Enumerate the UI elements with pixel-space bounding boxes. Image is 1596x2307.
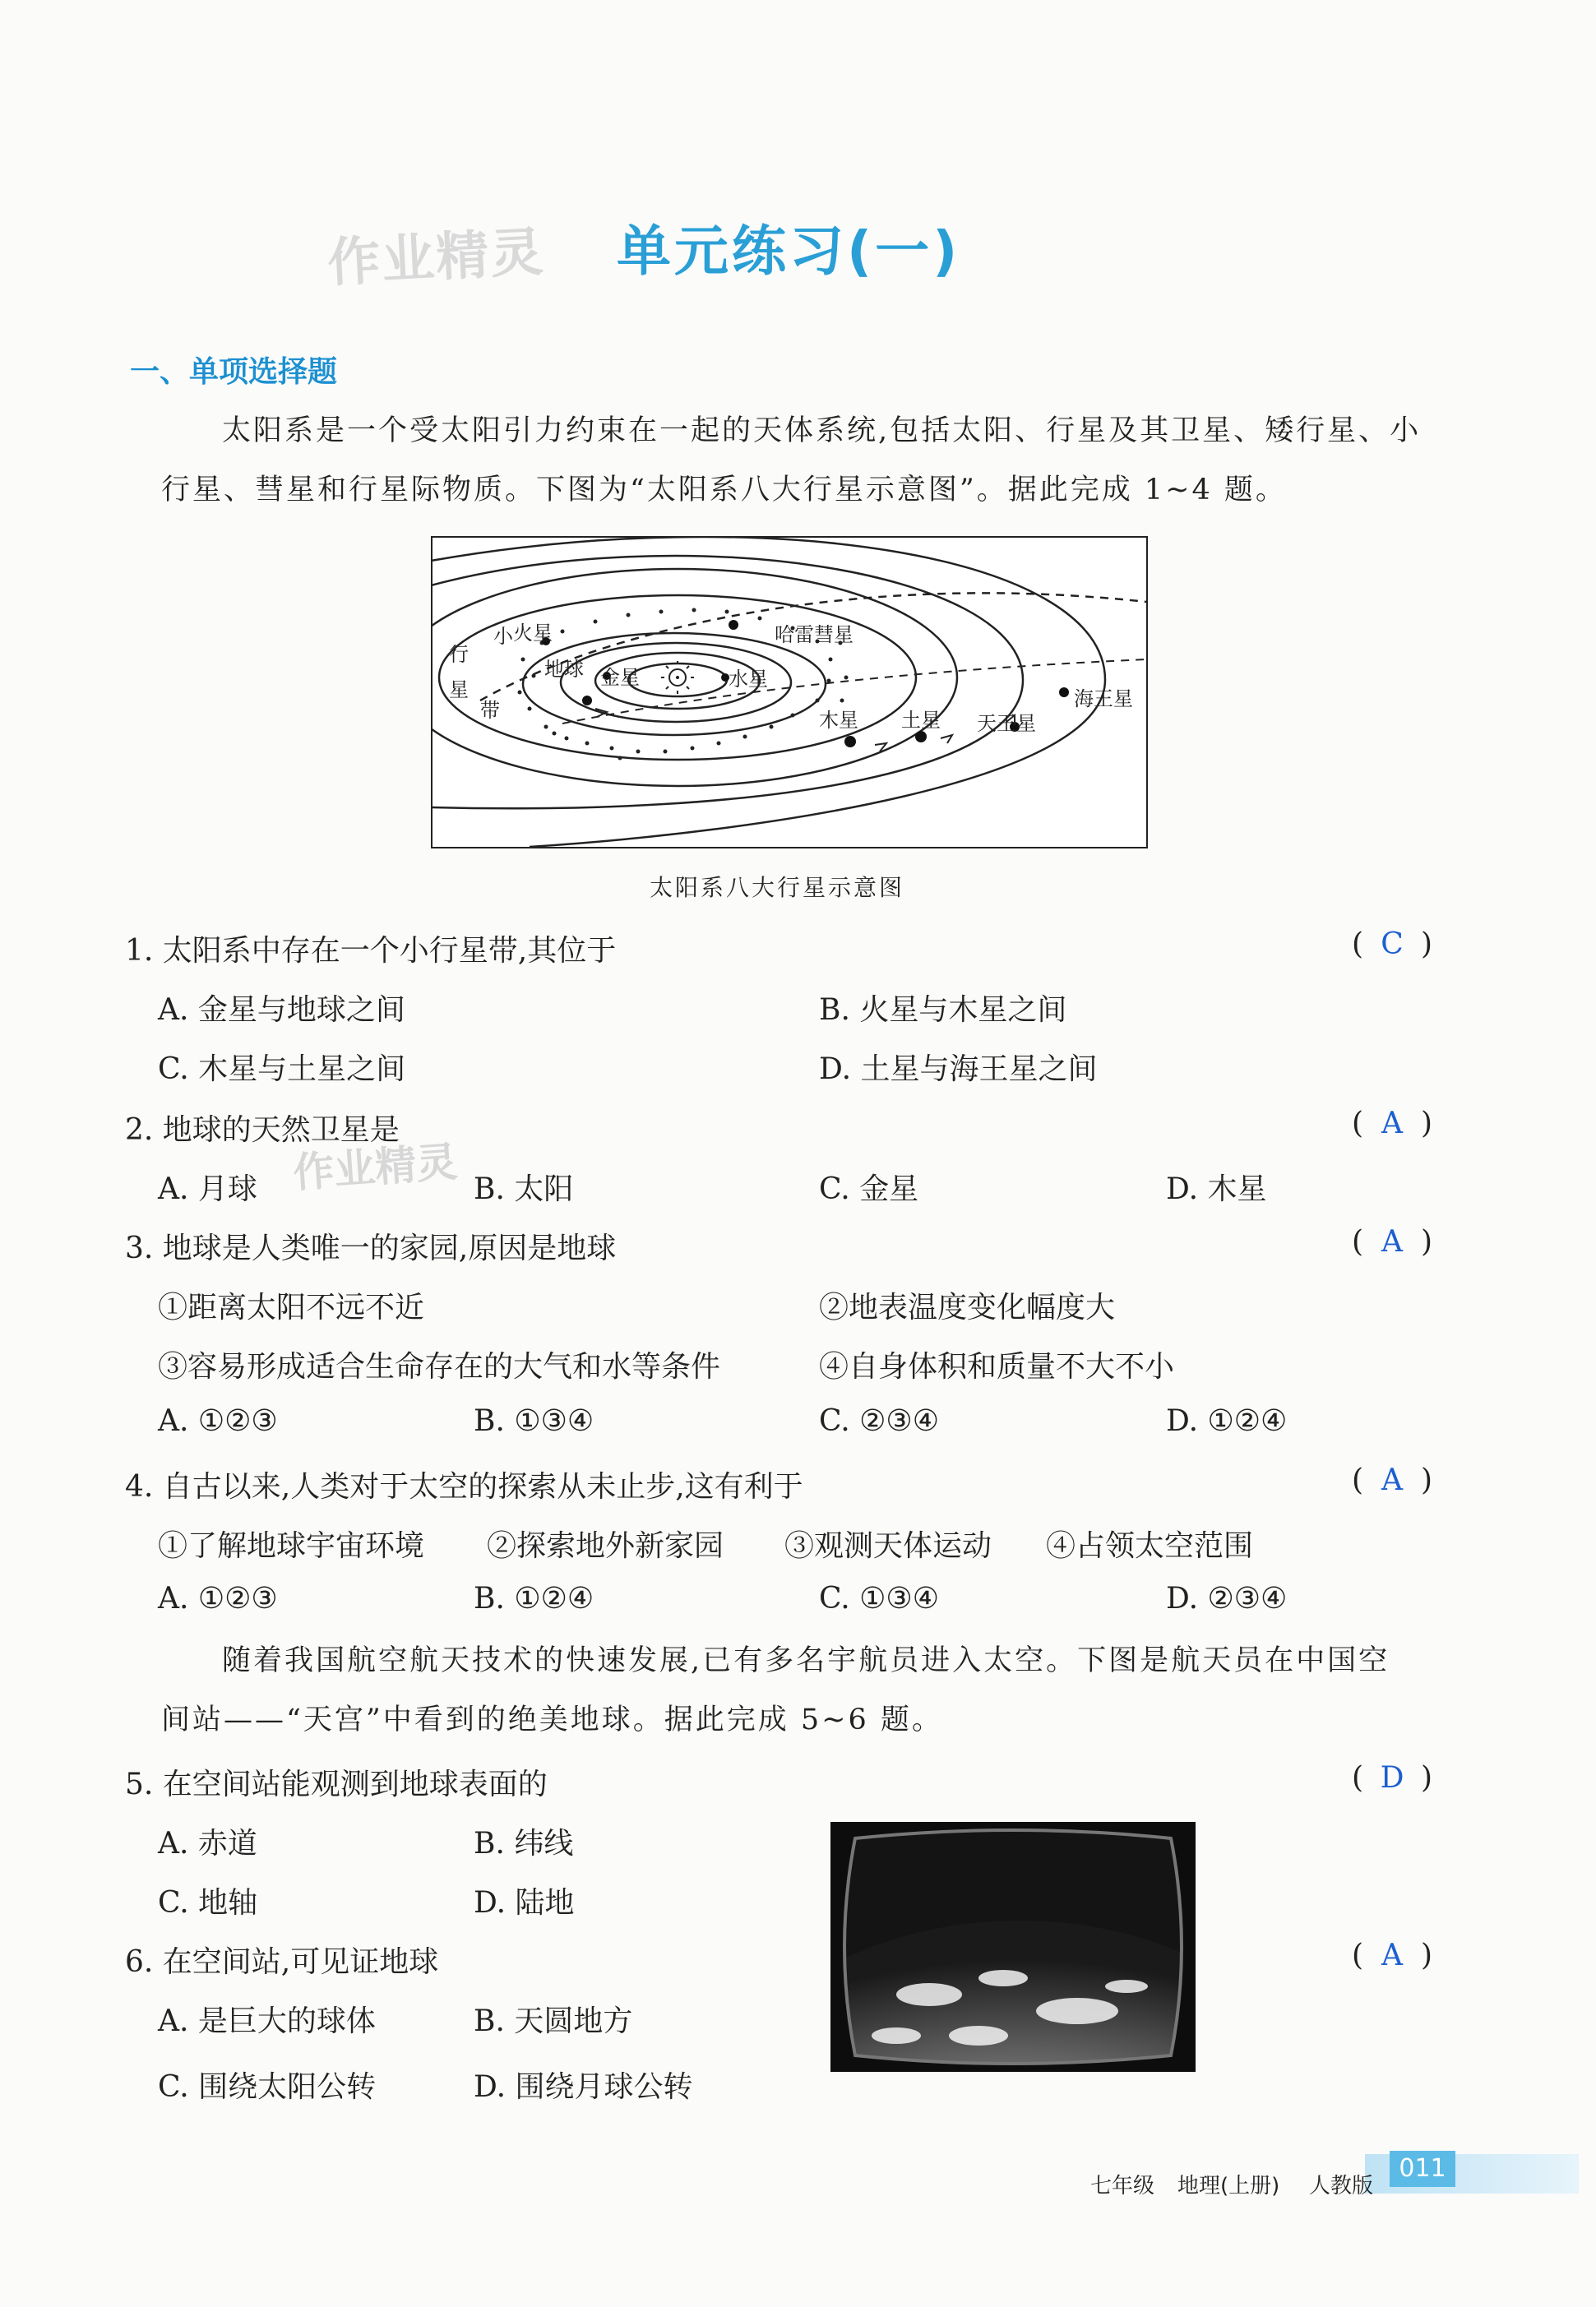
page-number: 011: [1390, 2151, 1455, 2187]
intro1-line1: 太阳系是一个受太阳引力约束在一起的天体系统,包括太阳、行星及其卫星、矮行星、小: [222, 414, 1422, 447]
q3-item-1: ①距离太阳不远不近: [158, 1291, 425, 1325]
q4-option-d: D. ②③④: [1166, 1582, 1288, 1616]
q3-item-3: ③容易形成适合生命存在的大气和水等条件: [158, 1350, 721, 1384]
q2-option-c: C. 金星: [819, 1172, 919, 1206]
label-asteroid-3: 星: [449, 678, 469, 701]
q1-answer: ( C ): [1352, 927, 1433, 961]
q5-option-c: C. 地轴: [158, 1886, 258, 1920]
q1-option-c: C. 木星与土星之间: [158, 1052, 406, 1086]
q6-option-a: A. 是巨大的球体: [158, 2004, 376, 2038]
intro2-line2: 间站——“天宫”中看到的绝美地球。据此完成 5~6 题。: [161, 1704, 943, 1736]
q1-stem: 1. 太阳系中存在一个小行星带,其位于: [125, 934, 617, 968]
q2-option-a: A. 月球: [158, 1172, 257, 1206]
q5-answer: ( D ): [1352, 1761, 1433, 1795]
label-jupiter: 木星: [819, 709, 858, 732]
label-asteroid-1: 小: [493, 625, 513, 648]
q3-option-c: C. ②③④: [819, 1404, 939, 1438]
label-mars: 火星: [513, 622, 553, 645]
page-title: 单元练习(一): [617, 220, 961, 283]
label-neptune: 海王星: [1074, 687, 1133, 710]
label-uranus: 天王星: [977, 712, 1036, 735]
q5-option-d: D. 陆地: [474, 1886, 575, 1920]
q4-answer: ( A ): [1352, 1463, 1433, 1497]
q1-option-b: B. 火星与木星之间: [819, 993, 1067, 1027]
watermark-logo: 作业精灵: [326, 222, 547, 294]
footer-edition: 人教版: [1309, 2174, 1374, 2198]
q4-item-4: ④占领太空范围: [1046, 1529, 1254, 1563]
intro2-line1: 随着我国航空航天技术的快速发展,已有多名宇航员进入太空。下图是航天员在中国空: [222, 1644, 1390, 1677]
q6-stem: 6. 在空间站,可见证地球: [125, 1945, 439, 1979]
q5-option-a: A. 赤道: [158, 1827, 257, 1861]
label-saturn: 土星: [901, 709, 941, 732]
planet-saturn: [915, 731, 927, 742]
q4-option-a: A. ①②③: [158, 1582, 278, 1616]
q1-option-a: A. 金星与地球之间: [158, 993, 405, 1027]
q4-option-b: B. ①②④: [474, 1582, 594, 1616]
q5-stem: 5. 在空间站能观测到地球表面的: [125, 1768, 548, 1801]
footer-subject: 地理(上册): [1177, 2174, 1280, 2198]
q6-answer: ( A ): [1352, 1939, 1433, 1972]
q2-answer: ( A ): [1352, 1107, 1433, 1140]
q4-option-c: C. ①③④: [819, 1582, 939, 1616]
q3-item-4: ④自身体积和质量不大不小: [819, 1350, 1175, 1384]
q2-option-d: D. 木星: [1166, 1172, 1267, 1206]
q4-item-2: ②探索地外新家园: [487, 1529, 724, 1563]
q2-option-b: B. 太阳: [474, 1172, 574, 1206]
q4-item-3: ③观测天体运动: [784, 1529, 992, 1563]
planet-halley: [729, 620, 738, 630]
q5-option-b: B. 纬线: [474, 1827, 574, 1861]
q4-stem: 4. 自古以来,人类对于太空的探索从未止步,这有利于: [125, 1470, 803, 1504]
label-venus: 金星: [600, 666, 640, 689]
diagram-caption: 太阳系八大行星示意图: [650, 874, 905, 901]
planet-jupiter: [844, 736, 856, 747]
q3-answer: ( A ): [1352, 1225, 1433, 1259]
planet-earth: [582, 696, 592, 705]
planet-neptune: [1059, 687, 1069, 697]
section-title: 一、单项选择题: [130, 355, 338, 389]
footer-grade: 七年级: [1090, 2174, 1155, 2198]
solar-system-diagram: [431, 536, 1148, 848]
label-asteroid-2: 行: [449, 643, 469, 666]
q3-option-d: D. ①②④: [1166, 1404, 1288, 1438]
q3-option-b: B. ①③④: [474, 1404, 594, 1438]
watermark-mid: 作业精灵: [291, 1138, 460, 1197]
q4-item-1: ①了解地球宇宙环境: [158, 1529, 425, 1563]
intro1-line2: 行星、彗星和行星际物质。下图为“太阳系八大行星示意图”。据此完成 1~4 题。: [161, 474, 1287, 506]
q6-option-d: D. 围绕月球公转: [474, 2070, 693, 2104]
q1-option-d: D. 土星与海王星之间: [819, 1052, 1098, 1086]
label-asteroid-4: 带: [480, 699, 500, 722]
q2-stem: 2. 地球的天然卫星是: [125, 1113, 400, 1147]
label-mercury: 水星: [729, 668, 768, 691]
q6-option-c: C. 围绕太阳公转: [158, 2070, 377, 2104]
q3-stem: 3. 地球是人类唯一的家园,原因是地球: [125, 1232, 617, 1265]
q3-item-2: ②地表温度变化幅度大: [819, 1291, 1116, 1325]
q6-option-b: B. 天圆地方: [474, 2004, 633, 2038]
label-earth: 地球: [544, 658, 584, 681]
q3-option-a: A. ①②③: [158, 1404, 278, 1438]
label-halley: 哈雷彗星: [775, 623, 854, 646]
earth-from-station-photo: [830, 1822, 1196, 2072]
